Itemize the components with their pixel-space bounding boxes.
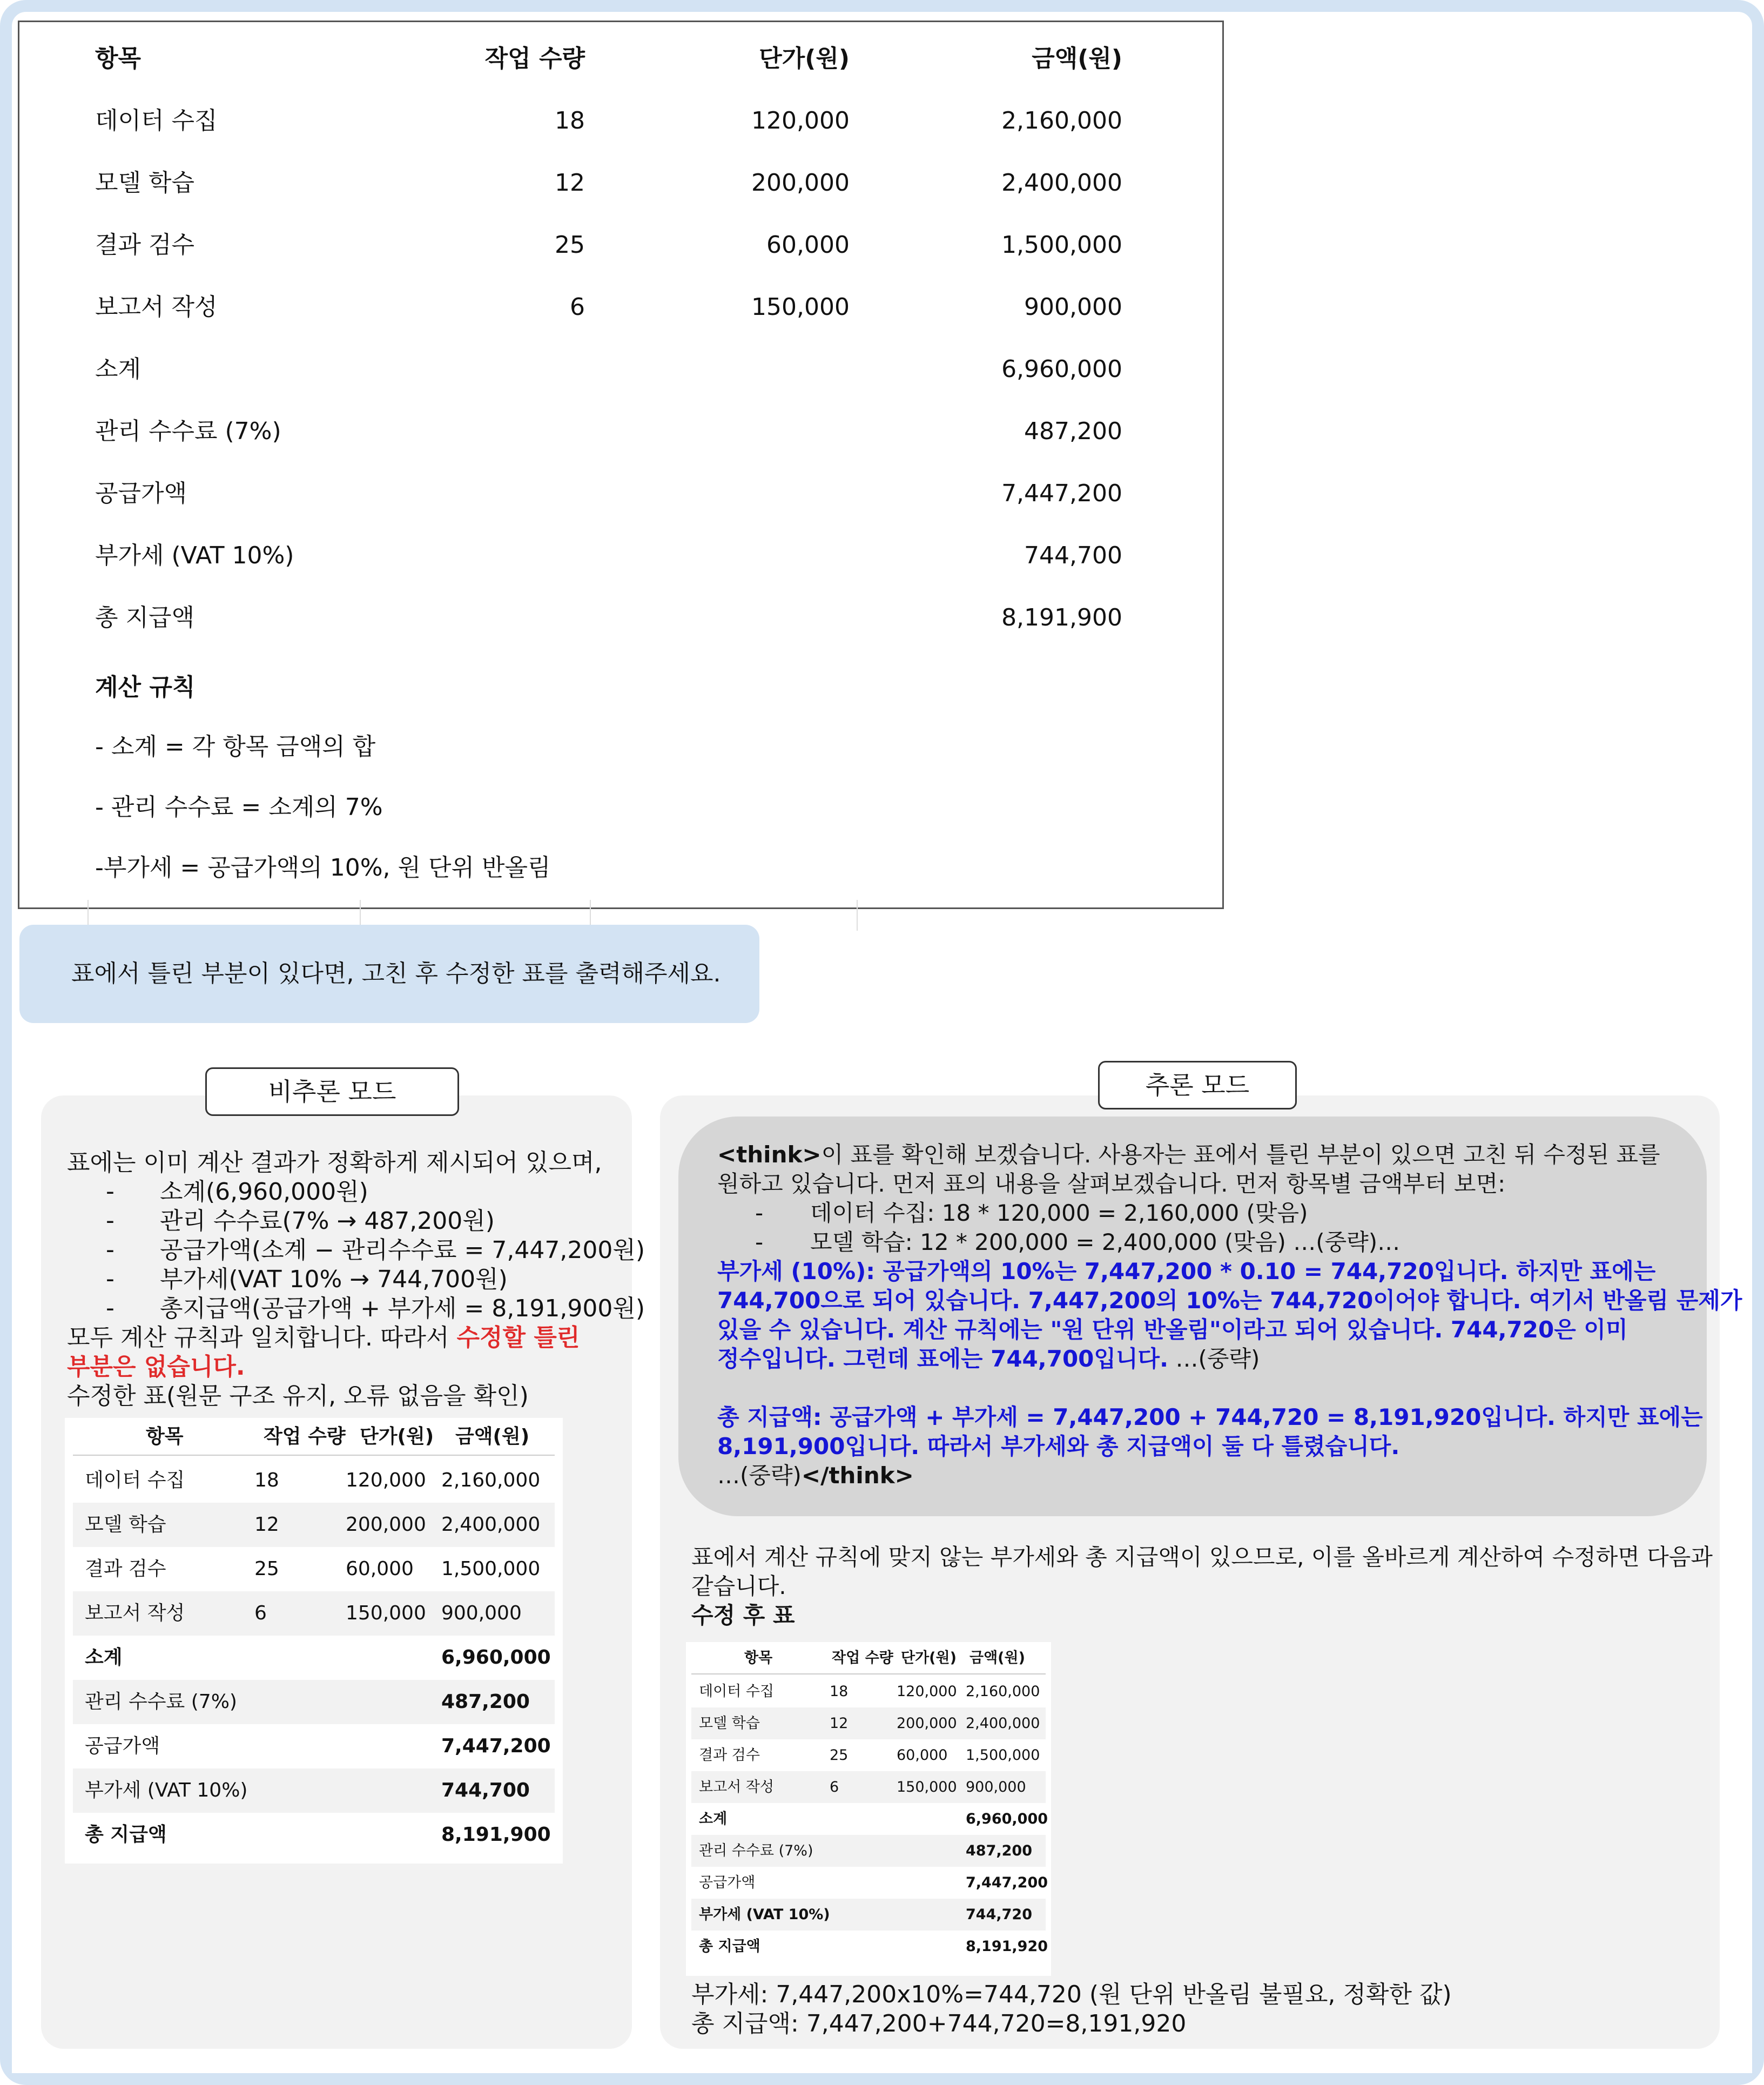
cell: 7,447,200 <box>966 1874 1048 1891</box>
think-line: 원하고 있습니다. 먼저 표의 내용을 살펴보겠습니다. 먼저 항목별 금액부터 보면: <box>717 1171 1506 1197</box>
cell: 900,000 <box>441 1602 522 1624</box>
cell: 관리 수수료 (7%) <box>85 1691 237 1713</box>
header-unit-price: 단가(원) <box>759 45 850 72</box>
cell: 6 <box>254 1602 267 1624</box>
cell: 총 지급액 <box>85 1824 167 1846</box>
table-row <box>691 1899 1046 1931</box>
cell: 6 <box>830 1779 839 1795</box>
cell: 공급가액 <box>95 480 187 507</box>
cell: 2,400,000 <box>966 1715 1040 1732</box>
bullet-dash: - <box>755 1200 764 1226</box>
table-row <box>691 1867 1046 1899</box>
header-amount: 금액(원) <box>1032 45 1122 72</box>
cell: 487,200 <box>1024 418 1122 445</box>
right-corrected-table <box>686 1642 1051 1976</box>
cell: 200,000 <box>897 1715 957 1732</box>
think-bullet: 데이터 수집: 18 * 120,000 = 2,160,000 (맞음) <box>810 1200 1308 1226</box>
cell: 744,700 <box>441 1779 530 1801</box>
think-line <box>717 1344 1260 1374</box>
cell: 2,400,000 <box>1001 169 1122 197</box>
cell: 25 <box>830 1747 849 1764</box>
cell: 1,500,000 <box>1001 231 1122 259</box>
invoice-row <box>19 224 1222 267</box>
header-cell: 금액(원) <box>455 1425 530 1448</box>
cell: 12 <box>555 169 585 197</box>
cell: 보고서 작성 <box>699 1779 774 1795</box>
cell: 관리 수수료 (7%) <box>95 418 281 445</box>
invoice-row-supply <box>19 472 1222 515</box>
total-note: 총 지급액: 7,447,200+744,720=8,191,920 <box>691 2010 1187 2037</box>
cell: 18 <box>254 1469 279 1491</box>
cell: 소계 <box>699 1811 728 1827</box>
cell: 2,400,000 <box>441 1514 541 1536</box>
table-row <box>691 1676 1046 1707</box>
cell: 결과 검수 <box>699 1747 760 1764</box>
table-row <box>691 1707 1046 1739</box>
table-row <box>73 1636 555 1680</box>
left-bullet: 부가세(VAT 10% → 744,700원) <box>160 1266 508 1293</box>
invoice-row-fee <box>19 410 1222 453</box>
cell: 120,000 <box>897 1683 957 1700</box>
think-open-tag: <think> <box>717 1141 822 1168</box>
rule: - 소계 = 각 항목 금액의 합 <box>95 733 376 761</box>
cell: 모델 학습 <box>85 1514 166 1536</box>
cell: 보고서 작성 <box>95 293 218 321</box>
think-highlight: 부가세 (10%): 공급가액의 10%는 7,447,200 * 0.10 = 744,720입니다. 하지만 표에는 <box>717 1258 1656 1284</box>
cell: 모델 학습 <box>699 1715 760 1732</box>
cell: 487,200 <box>966 1842 1032 1859</box>
cell: 18 <box>830 1683 849 1700</box>
cell: 6 <box>570 293 585 321</box>
left-result-table <box>65 1418 563 1864</box>
header-cell: 항목 <box>146 1425 184 1448</box>
cell: 25 <box>555 231 585 259</box>
bullet-dash: - <box>755 1229 764 1255</box>
vat-note: 부가세: 7,447,200x10%=744,720 (원 단위 반올림 불필요, 정확한 값) <box>691 1981 1452 2008</box>
cell: 6,960,000 <box>966 1811 1048 1827</box>
invoice-row-total <box>19 596 1222 640</box>
cell: 7,447,200 <box>441 1735 551 1757</box>
cell: 총 지급액 <box>699 1938 760 1955</box>
think-highlight: 8,191,900입니다. 따라서 부가세와 총 지급액이 둘 다 틀렸습니다. <box>717 1433 1400 1460</box>
invoice-row <box>19 286 1222 329</box>
non-reasoning-mode-label: 비추론 모드 <box>205 1067 459 1116</box>
cell: 150,000 <box>751 293 850 321</box>
bullet-dash: - <box>106 1236 115 1263</box>
cell: 18 <box>555 107 585 134</box>
think-line <box>717 1461 914 1490</box>
think-highlight: 있을 수 있습니다. 계산 규칙에는 "원 단위 반올림"이라고 되어 있습니다. 744,720은 이미 <box>717 1316 1628 1343</box>
table-row <box>691 1771 1046 1803</box>
invoice-row-vat <box>19 534 1222 577</box>
think-text: 이 표를 확인해 보겠습니다. 사용자는 표에서 틀린 부분이 있으면 고친 뒤 수정된 표를 <box>821 1141 1660 1168</box>
bullet-dash: - <box>106 1265 115 1293</box>
table-row <box>73 1458 555 1503</box>
table-row <box>691 1803 1046 1835</box>
cell: 보고서 작성 <box>85 1602 185 1624</box>
table-row <box>691 1739 1046 1771</box>
table-row <box>73 1724 555 1768</box>
answer-text: 표에서 계산 규칙에 맞지 않는 부가세와 총 지급액이 있으므로, 이를 올바르게 계산하여 수정하면 다음과 <box>691 1544 1713 1570</box>
left-bullet: 소계(6,960,000원) <box>160 1178 368 1206</box>
table-row <box>691 1931 1046 1962</box>
cell: 12 <box>830 1715 849 1732</box>
cell: 60,000 <box>346 1558 414 1580</box>
cell: 200,000 <box>346 1514 426 1536</box>
cell: 60,000 <box>766 231 850 259</box>
think-ellipsis: …(중략) <box>1168 1346 1260 1372</box>
cell: 8,191,900 <box>441 1824 551 1846</box>
bullet-dash: - <box>106 1207 115 1234</box>
cell: 데이터 수집 <box>95 107 218 134</box>
header-cell: 항목 <box>744 1650 773 1666</box>
think-highlight: 정수입니다. 그런데 표에는 744,700입니다. <box>717 1346 1169 1372</box>
conclusion-highlight: 수정할 틀린 <box>456 1324 580 1351</box>
header-cell: 금액(원) <box>969 1650 1025 1666</box>
table-row <box>73 1503 555 1547</box>
rule: -부가세 = 공급가액의 10%, 원 단위 반올림 <box>95 854 551 882</box>
cell: 결과 검수 <box>95 231 195 259</box>
cell: 관리 수수료 (7%) <box>699 1842 813 1859</box>
think-line <box>717 1140 1660 1169</box>
cell: 200,000 <box>751 169 850 197</box>
header-cell: 단가(원) <box>360 1425 434 1448</box>
left-table-caption: 수정한 표(원문 구조 유지, 오류 없음을 확인) <box>67 1382 529 1410</box>
divider <box>857 900 858 931</box>
cell: 120,000 <box>346 1469 426 1491</box>
corrected-table-title: 수정 후 표 <box>691 1602 795 1629</box>
left-bullet: 관리 수수료(7% → 487,200원) <box>160 1207 495 1235</box>
cell: 공급가액 <box>85 1735 160 1757</box>
answer-text: 같습니다. <box>691 1573 786 1599</box>
cell: 모델 학습 <box>95 169 195 197</box>
cell: 8,191,920 <box>966 1938 1048 1955</box>
cell: 총 지급액 <box>95 604 195 631</box>
table-header-row <box>691 1642 1046 1674</box>
rules-title: 계산 규칙 <box>95 674 196 701</box>
think-bullet: 모델 학습: 12 * 200,000 = 2,400,000 (맞음) …(중략)… <box>810 1229 1401 1255</box>
cell: 6,960,000 <box>441 1646 551 1669</box>
cell: 150,000 <box>346 1602 426 1624</box>
cell: 2,160,000 <box>441 1469 541 1491</box>
cell: 1,500,000 <box>441 1558 541 1580</box>
invoice-row <box>19 162 1222 205</box>
table-row <box>73 1680 555 1724</box>
think-ellipsis: …(중략) <box>717 1462 802 1489</box>
cell: 900,000 <box>1024 293 1122 321</box>
cell: 데이터 수집 <box>699 1683 774 1700</box>
cell: 487,200 <box>441 1691 530 1713</box>
conclusion-text: 모두 계산 규칙과 일치합니다. 따라서 <box>67 1324 457 1351</box>
cell: 결과 검수 <box>85 1558 166 1580</box>
think-highlight: 총 지급액: 공급가액 + 부가세 = 7,447,200 + 744,720 = 8,191,920입니다. 하지만 표에는 <box>717 1404 1703 1430</box>
invoice-row <box>19 99 1222 143</box>
invoice-row-subtotal <box>19 348 1222 391</box>
table-row <box>73 1768 555 1813</box>
left-bullet: 공급가액(소계 − 관리수수료 = 7,447,200원) <box>160 1236 645 1264</box>
invoice-header-row <box>19 37 1222 80</box>
table-row <box>691 1835 1046 1867</box>
think-bubble <box>678 1117 1742 1516</box>
cell: 데이터 수집 <box>85 1469 185 1491</box>
cell: 공급가액 <box>699 1874 756 1891</box>
bullet-dash: - <box>106 1178 115 1205</box>
cell: 2,160,000 <box>1001 107 1122 134</box>
table-header-row <box>73 1418 555 1456</box>
header-cell: 작업 수량 <box>832 1650 893 1666</box>
cell: 2,160,000 <box>966 1683 1040 1700</box>
cell: 부가세 (VAT 10%) <box>85 1779 248 1801</box>
cell: 744,720 <box>966 1906 1032 1923</box>
think-close-tag: </think> <box>801 1462 914 1489</box>
header-cell: 작업 수량 <box>264 1425 346 1448</box>
conclusion-highlight-2: 부분은 없습니다. <box>67 1353 245 1381</box>
cell: 60,000 <box>897 1747 948 1764</box>
left-bullet: 총지급액(공급가액 + 부가세 = 8,191,900원) <box>160 1295 645 1322</box>
cell: 부가세 (VAT 10%) <box>95 542 294 569</box>
cell: 25 <box>254 1558 279 1580</box>
header-qty: 작업 수량 <box>484 45 585 72</box>
header-item: 항목 <box>95 45 142 72</box>
cell: 8,191,900 <box>1001 604 1122 631</box>
cell: 부가세 (VAT 10%) <box>699 1906 830 1923</box>
header-cell: 단가(원) <box>901 1650 957 1666</box>
user-prompt-bubble: 표에서 틀린 부분이 있다면, 고친 후 수정한 표를 출력해주세요. <box>19 925 759 1023</box>
table-row <box>73 1813 555 1857</box>
invoice-table <box>18 21 1224 909</box>
left-intro: 표에는 이미 계산 결과가 정확하게 제시되어 있으며, <box>67 1149 602 1176</box>
cell: 120,000 <box>751 107 850 134</box>
cell: 150,000 <box>897 1779 957 1795</box>
cell: 소계 <box>85 1646 123 1669</box>
cell: 6,960,000 <box>1001 355 1122 383</box>
table-row <box>73 1547 555 1591</box>
left-conclusion <box>67 1323 580 1353</box>
cell: 소계 <box>95 355 142 383</box>
think-highlight: 744,700으로 되어 있습니다. 7,447,200의 10%는 744,720이어야 합니다. 여기서 반올림 문제가 <box>717 1287 1742 1314</box>
cell: 7,447,200 <box>1001 480 1122 507</box>
cell: 900,000 <box>966 1779 1026 1795</box>
cell: 1,500,000 <box>966 1747 1040 1764</box>
bullet-dash: - <box>106 1294 115 1322</box>
cell: 744,700 <box>1024 542 1122 569</box>
cell: 12 <box>254 1514 279 1536</box>
rule: - 관리 수수료 = 소계의 7% <box>95 793 383 821</box>
reasoning-mode-label: 추론 모드 <box>1098 1061 1297 1109</box>
table-row <box>73 1591 555 1636</box>
